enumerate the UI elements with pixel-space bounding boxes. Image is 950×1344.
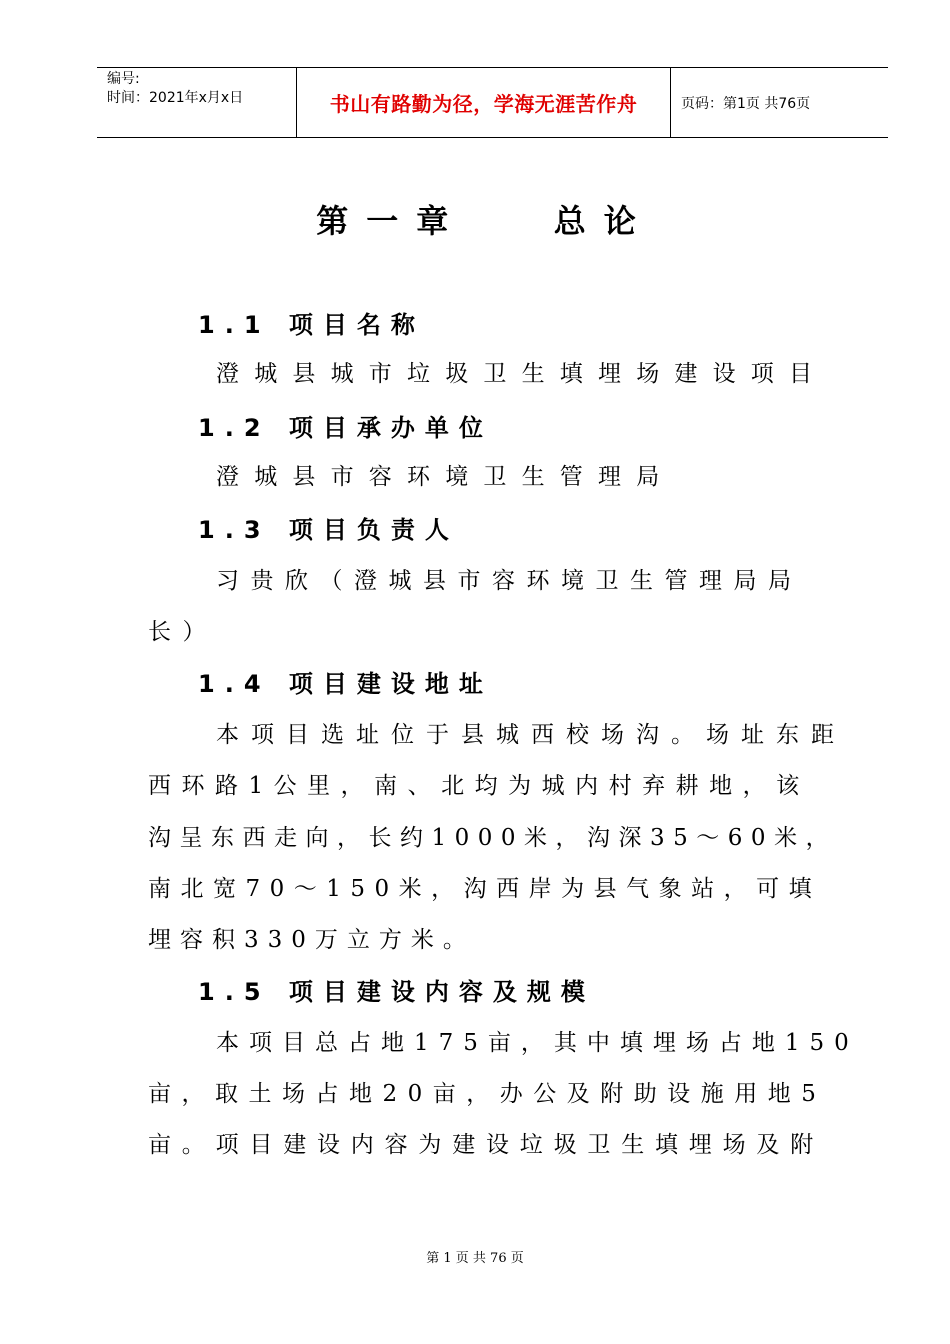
section-line-1-3-2: 长） [148,619,217,645]
page-header [97,67,888,138]
section-line-1-4-5: 埋容积330万立方米。 [148,927,475,953]
header-meta [97,68,297,137]
section-heading-1-4: 1.4 项目建设地址 [198,670,493,698]
header-page-info [671,68,888,137]
section-heading-1-3: 1.3 项目负责人 [198,516,459,544]
serial-number-label: 编号: [107,71,140,87]
section-line-1-1-1: 澄城县城市垃圾卫生填埋场建设项目 [216,361,828,387]
header-motto-cell [297,68,671,137]
section-line-1-4-1: 本项目选址位于县城西校场沟。场址东距 [216,722,846,748]
section-heading-1-1: 1.1 项目名称 [198,311,425,339]
section-line-1-4-2: 西环路1公里，南、北均为城内村弃耕地，该 [148,773,810,799]
section-line-1-4-4: 南北宽70～150米，沟西岸为县气象站，可填 [148,876,822,902]
section-heading-1-2: 1.2 项目承办单位 [198,414,493,442]
section-line-1-2-1: 澄城县市容环境卫生管理局 [216,464,675,490]
motto-text: 书山有路勤为径，学海无涯苦作舟 [329,92,638,116]
section-heading-1-5: 1.5 项目建设内容及规模 [198,978,595,1006]
chapter-title: 第一章 总论 [316,202,654,240]
section-line-1-4-3: 沟呈东西走向，长约1000米，沟深35～60米， [148,825,838,851]
section-line-1-5-1: 本项目总占地175亩，其中填埋场占地150 [216,1030,859,1056]
page-info-text: 页码：第1页 共76页 [681,95,811,112]
section-line-1-3-1: 习贵欣（澄城县市容环境卫生管理局局 [216,568,803,594]
page-footer: 第 1 页 共 76 页 [426,1251,524,1266]
section-line-1-5-3: 亩。项目建设内容为建设垃圾卫生填埋场及附 [148,1132,824,1158]
section-line-1-5-2: 亩，取土场占地20亩，办公及附助设施用地5 [148,1081,827,1107]
date-line: 时间：2021年x月x日 [107,90,244,106]
